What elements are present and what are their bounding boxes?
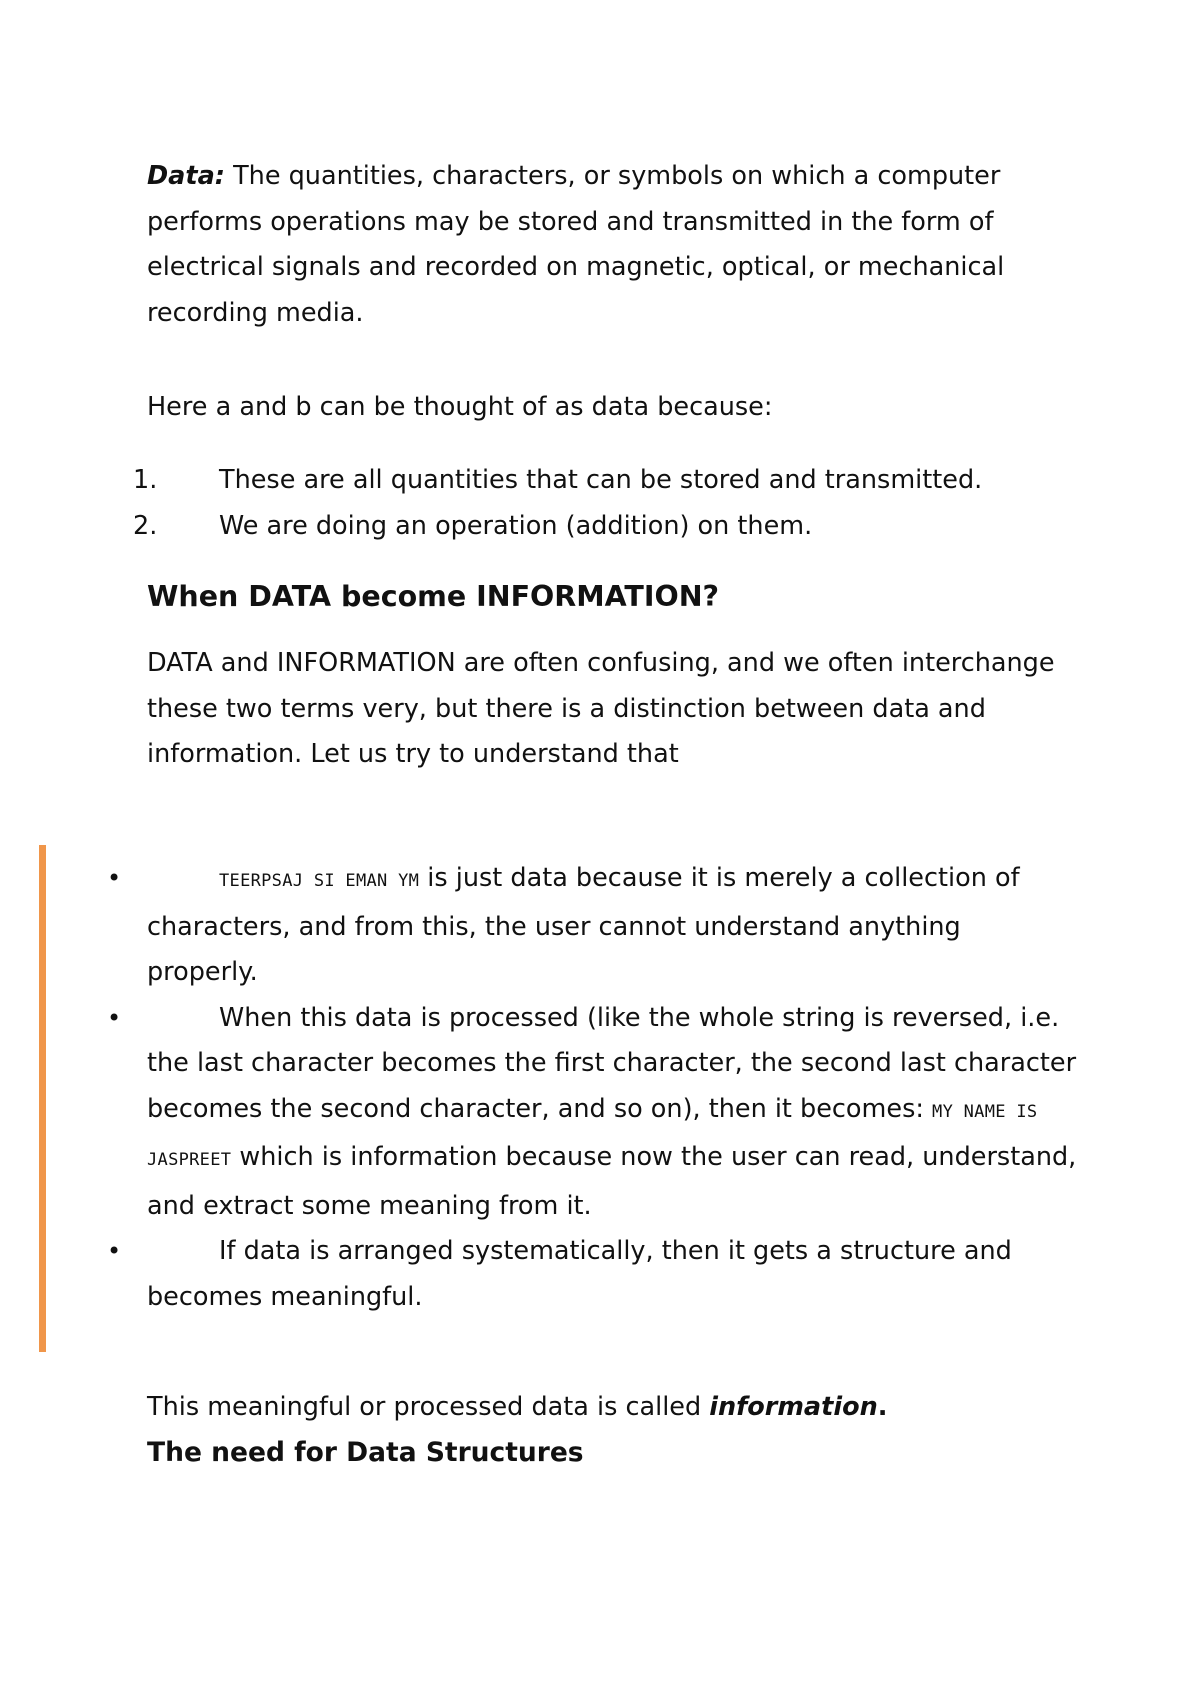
section-heading: When DATA become INFORMATION?	[147, 580, 720, 613]
reversed-string-code: TEERPSAJ SI EMAN YM	[219, 871, 420, 891]
closing-punctuation: .	[877, 1392, 888, 1422]
explanation-paragraph: DATA and INFORMATION are often confusing, and we often interchange these two terms very, but there is a distinction between data and information. Let us try to understand that	[147, 648, 1055, 769]
highlight-bar	[39, 845, 46, 1352]
bullet-icon: •	[107, 1237, 122, 1265]
bullet-text: When this data is processed (like the whole string is reversed, i.e. the last character becomes the first character, the second last character becomes the second character, and so on), then it becomes:	[147, 1002, 1077, 1124]
numbered-list	[0, 458, 1100, 549]
bullet-icon: •	[107, 864, 122, 892]
list-item-text: These are all quantities that can be stored and transmitted.	[219, 465, 983, 495]
data-definition-paragraph	[147, 154, 1077, 336]
bullet-item	[107, 1229, 1077, 1320]
list-item	[0, 504, 1100, 550]
list-number: 2.	[133, 510, 158, 541]
list-item-text: We are doing an operation (addition) on them.	[219, 510, 813, 541]
closing-text: This meaningful or processed data is called	[147, 1392, 710, 1422]
bullet-item	[107, 996, 1077, 1230]
list-item	[0, 458, 1100, 504]
bullet-item	[107, 856, 1077, 996]
closing-sentence	[147, 1385, 1077, 1431]
data-term: Data:	[147, 161, 225, 191]
list-number: 1.	[133, 465, 158, 495]
bullet-list	[107, 856, 1077, 1320]
bullet-text: If data is arranged systematically, then it gets a structure and becomes meaningful.	[147, 1236, 1012, 1312]
subsection-heading: The need for Data Structures	[147, 1437, 584, 1468]
lead-sentence: Here a and b can be thought of as data because:	[147, 392, 773, 422]
processed-string-code: MY NAME IS JASPREET	[147, 1101, 1038, 1170]
bullet-icon: •	[107, 1003, 122, 1032]
bullet-text: is just data because it is merely a collection of characters, and from this, the user cannot understand anything properly.	[147, 863, 1020, 987]
data-definition-text: The quantities, characters, or symbols on which a computer performs operations may be stored and transmitted in the form of electrical signals and recorded on magnetic, optical, or mechanical recording media.	[147, 161, 1005, 328]
information-term: information	[709, 1392, 878, 1422]
bullet-text-continued: which is information because now the user can read, understand, and extract some meaning from it.	[147, 1142, 1077, 1221]
